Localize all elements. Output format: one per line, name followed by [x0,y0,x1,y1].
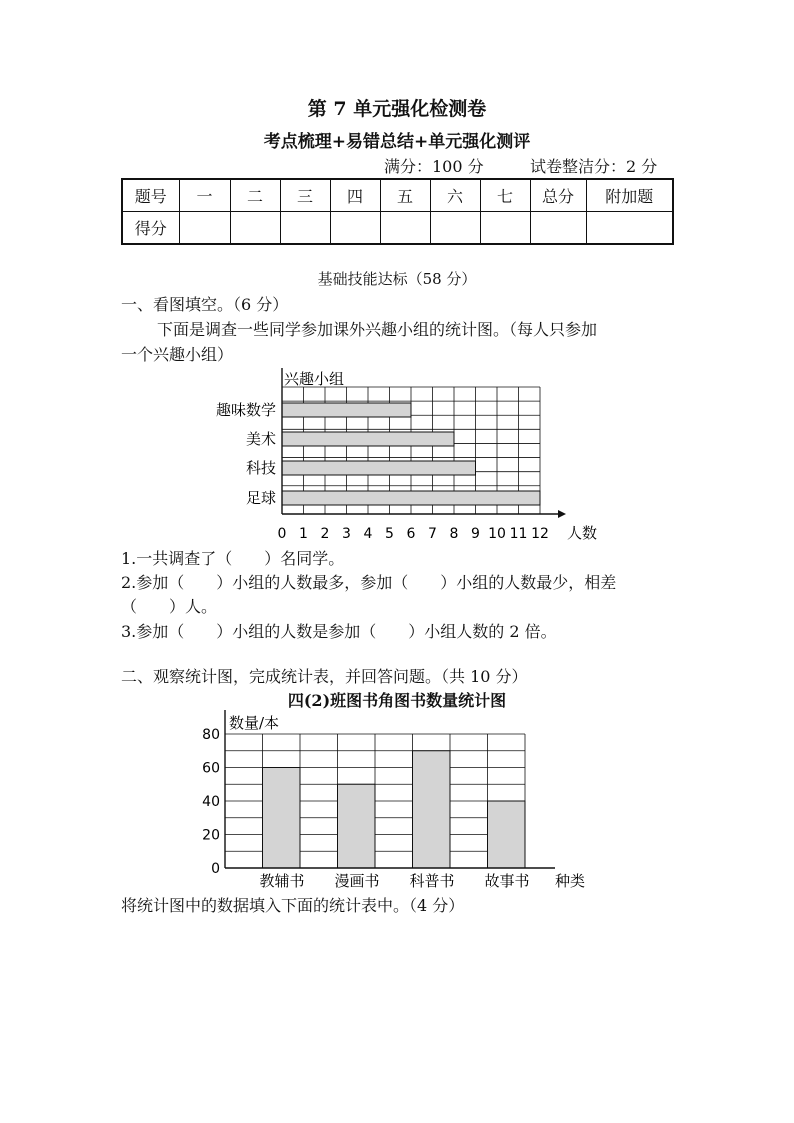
chart1-bar [282,403,411,417]
chart2-ticks [202,727,220,877]
chart1-category-label: 足球 [245,489,276,507]
chart2-bar [488,801,526,868]
q2-instruction: 将统计图中的数据填入下面的统计表中。（4 分） [121,896,465,915]
chart1-tick-label: 11 [509,526,528,542]
score-input-cell[interactable] [430,212,480,245]
chart1-bar [282,461,476,475]
chart2-category-label: 教辅书 [259,872,305,890]
neatness-score-label: 试卷整洁分：2 分 [530,157,658,176]
chart2-tick-label: 0 [211,861,220,877]
chart2-tick-label: 40 [202,794,220,810]
chart2-bar [338,784,376,868]
chart2-category-label: 科普书 [409,872,455,890]
section-title: 基础技能达标（58 分） [317,270,477,288]
chart1-category-label: 科技 [245,459,276,477]
chart1-x-title: 人数 [567,524,598,542]
score-table-header-row [122,179,673,212]
score-table-header-cell: 七 [480,179,530,212]
score-table-header-cell: 五 [380,179,430,212]
chart1-tick-label: 5 [385,526,394,542]
chart2-bar [263,768,301,869]
score-table-header-cell: 六 [430,179,480,212]
chart1-x-arrow-icon [558,510,566,518]
score-table-header-cell: 附加题 [586,179,673,212]
q1-heading: 一、看图填空。（6 分） [121,295,289,314]
chart2-tick-label: 60 [202,760,220,777]
chart2-y-title: 数量/本 [229,714,280,732]
q1-intro-line2: 一个兴趣小组） [121,345,234,364]
score-input-cell[interactable] [380,212,430,245]
chart1-tick-label: 0 [277,526,287,542]
chart1-tick-label: 3 [342,526,351,542]
chart1-bar [282,432,454,446]
q1-sub2-line1: 2.参加（ ）小组的人数最多，参加（ ）小组的人数最少，相差 [121,573,617,592]
chart1-bar [282,491,540,505]
chart1-y-title: 兴趣小组 [284,370,345,388]
full-score-label: 满分：100 分 [384,157,484,176]
score-input-cell[interactable] [280,212,330,245]
chart2-bars [263,751,526,868]
score-table-header-cell: 总分 [530,179,586,212]
score-table-header-cell: 一 [179,179,230,212]
chart1-tick-label: 9 [471,526,480,542]
q1-intro-line1: 下面是调查一些同学参加课外兴趣小组的统计图。（每人只参加 [157,320,598,339]
score-input-cell[interactable] [586,212,673,245]
score-table-header-cell: 三 [280,179,330,212]
score-input-cell[interactable] [330,212,380,245]
score-row-label: 得分 [122,212,179,245]
chart1-ticks [278,526,549,542]
score-table-header-cell: 四 [330,179,380,212]
score-input-cell[interactable] [230,212,280,245]
chart1-tick-label: 7 [428,526,437,542]
chart1-tick-label: 1 [299,526,308,542]
score-input-cell[interactable] [530,212,586,245]
q1-sub3: 3.参加（ ）小组的人数是参加（ ）小组人数的 2 倍。 [121,622,557,641]
chart2-tick-label: 80 [202,727,220,743]
chart1-tick-label: 4 [363,526,373,542]
q2-heading: 二、观察统计图，完成统计表，并回答问题。（共 10 分） [121,667,528,686]
chart2-tick-label: 20 [202,827,220,844]
score-input-cell[interactable] [480,212,530,245]
score-input-cell[interactable] [179,212,230,245]
score-table [121,178,674,245]
chart2-title: 四(2)班图书角图书数量统计图 [287,691,507,710]
chart2-x-title: 种类 [555,872,586,890]
chart1-category-label: 趣味数学 [215,401,276,419]
page-title: 第 7 单元强化检测卷 [307,98,487,120]
score-table-header-cell: 题号 [122,179,179,212]
chart1-tick-label: 2 [320,526,330,542]
score-table-header-cell: 二 [230,179,280,212]
chart1-tick-label: 8 [449,526,459,542]
chart1-tick-label: 10 [488,526,506,542]
hobby-group-chart [190,362,610,547]
chart1-tick-label: 6 [406,526,416,542]
score-table-score-row [122,212,673,245]
chart2-category-label: 故事书 [484,872,530,890]
q1-sub2-line2: （ ）人。 [121,597,218,616]
page-subtitle: 考点梳理+易错总结+单元强化测评 [263,132,531,152]
chart2-bar [413,751,451,868]
chart2-category-label: 漫画书 [334,872,380,890]
chart1-category-label: 美术 [245,430,276,448]
chart1-tick-label: 12 [531,526,549,542]
q1-sub1: 1.一共调查了（ ）名同学。 [121,549,345,568]
book-corner-chart [195,708,605,893]
